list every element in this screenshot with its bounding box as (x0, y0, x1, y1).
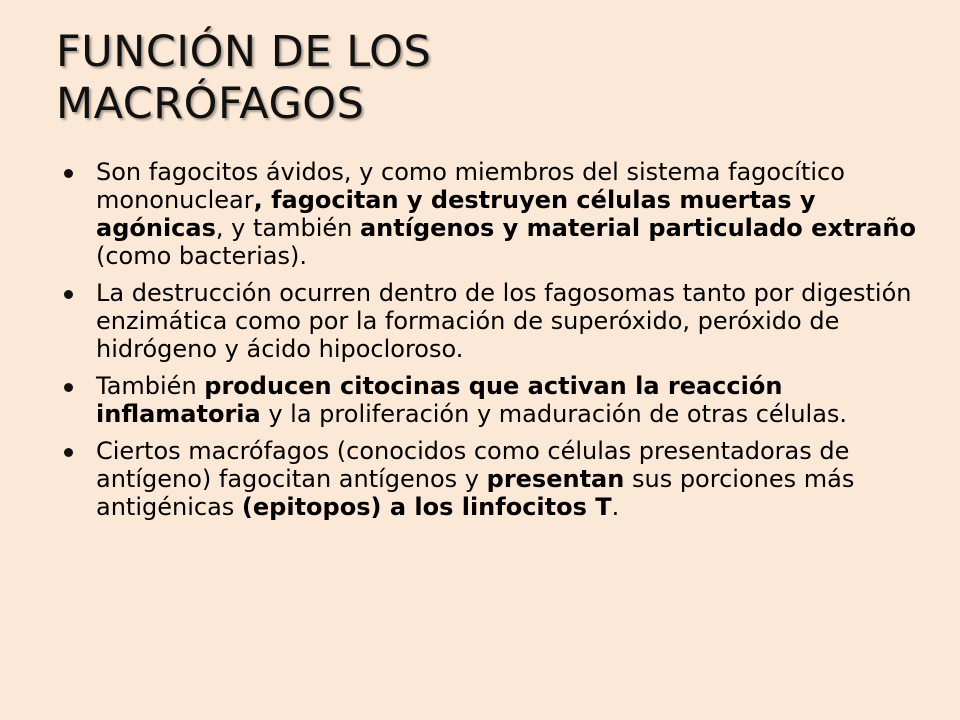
bullet-dot-icon (64, 169, 73, 178)
slide-title (56, 26, 916, 130)
bullet-dot-icon (64, 383, 73, 392)
bullet-1-seg-2: , fagocitan y destruyen células muertas y agónicas (96, 186, 816, 242)
bullet-2-seg-1: La destrucción ocurren dentro de los fagosomas tanto por digestión enzimática como por la formación de superóxido, peróxido de hidrógeno y ácido hipocloroso. (96, 279, 912, 363)
bullet-4-seg-1: Ciertos macrófagos (conocidos como células presentadoras de antígeno) fagocitan antígenos y (96, 437, 850, 493)
title-line-1: FUNCIÓN DE LOS (56, 27, 432, 77)
bullet-4-seg-5: . (611, 493, 620, 521)
bullet-1-seg-4: antígenos y material particulado extraño (359, 214, 916, 242)
bullet-4-seg-3: sus porciones más antigénicas (96, 465, 855, 521)
bullet-1-seg-3: , y también (215, 214, 360, 242)
bullet-4-seg-2: presentan (486, 465, 625, 493)
bullet-dot-icon (64, 290, 73, 299)
bullet-item-2 (60, 279, 930, 363)
bullet-3-seg-2: producen citocinas que activan la reacción inflamatoria (96, 372, 783, 428)
bullet-3-seg-3: y la proliferación y maduración de otras células. (260, 400, 848, 428)
bullet-list (60, 158, 930, 530)
bullet-1-seg-5: (como bacterias). (96, 242, 307, 270)
bullet-item-4 (60, 437, 930, 521)
bullet-3-seg-1: También (96, 372, 205, 400)
bullet-1-seg-1: Son fagocitos ávidos, y como miembros del sistema fagocítico mononuclear (96, 158, 845, 214)
title-line-2: MACRÓFAGOS (56, 79, 365, 129)
bullet-item-1 (60, 158, 930, 270)
bullet-dot-icon (64, 448, 73, 457)
bullet-4-seg-4: (epitopos) a los linfocitos T (241, 493, 612, 521)
bullet-item-3 (60, 372, 930, 428)
